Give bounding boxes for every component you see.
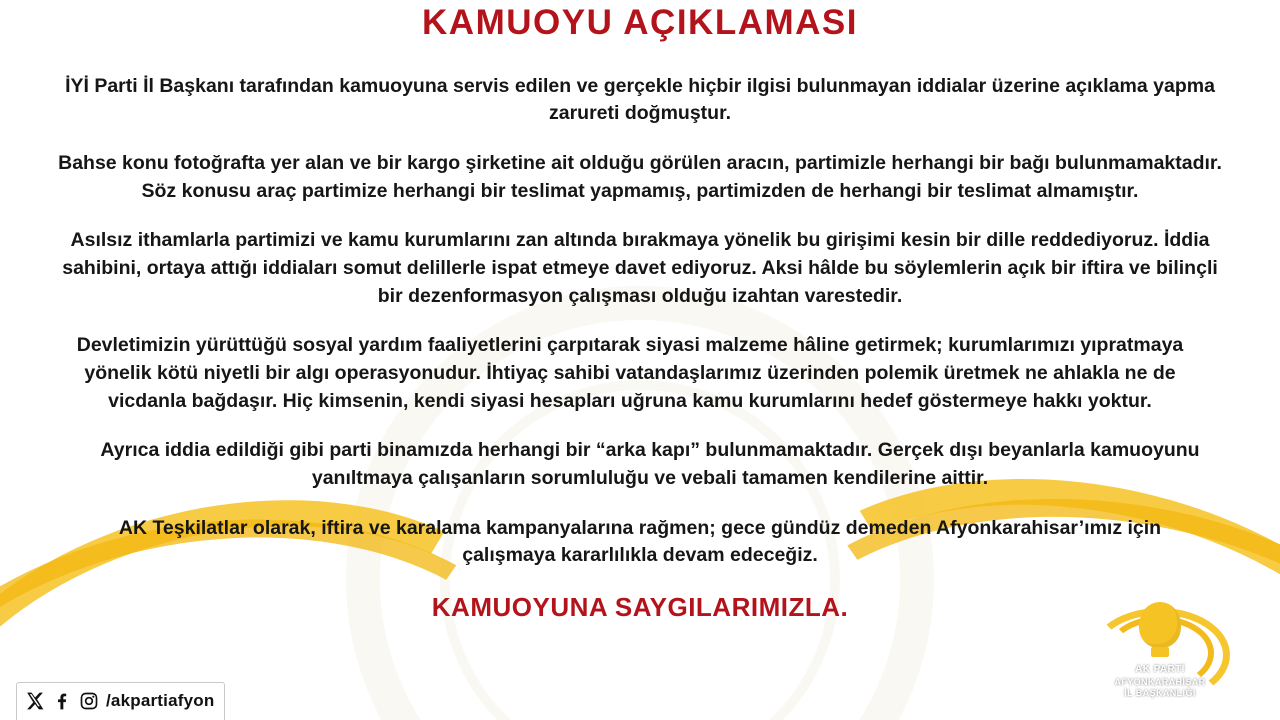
paragraph-2: Bahse konu fotoğrafta yer alan ve bir kargo şirketine ait olduğu görülen aracın, partimizle herhangi bir bağı bulunmamaktadır. Söz konusu araç partimize herhangi bir teslimat yapmamış, partimizden de herhangi bir teslimat almamıştır. xyxy=(58,151,1222,202)
logo-line-3: İL BAŞKANLIĞI xyxy=(1124,687,1196,698)
paragraph-1: İYİ Parti İl Başkanı tarafından kamuoyuna servis edilen ve gerçekle hiçbir ilgisi bulunmayan iddialar üzerine açıklama yapma zarureti doğmuştur. xyxy=(65,74,1215,125)
logo-bulb-graphic xyxy=(1080,602,1240,666)
statement-body xyxy=(50,73,1230,571)
page-title: KAMUOYU AÇIKLAMASI xyxy=(422,3,858,42)
instagram-icon[interactable] xyxy=(79,691,99,711)
ak-parti-logo xyxy=(1080,602,1240,712)
x-twitter-icon[interactable] xyxy=(25,691,45,711)
social-handle-bar[interactable] xyxy=(16,682,225,720)
logo-line-1: AK PARTİ xyxy=(1135,664,1185,675)
document-content xyxy=(30,4,1250,623)
closing-statement: KAMUOYUNA SAYGILARIMIZLA. xyxy=(431,592,849,623)
paragraph-4: Devletimizin yürüttüğü sosyal yardım faaliyetlerini çarpıtarak siyasi malzeme hâline getirmek; kurumlarımızı yıpratmaya yönelik kötü niyetli bir algı operasyonudur. İhtiyaç sahibi vatandaşlarımız üzerinden polemik üretmek ne ahlakla ne de vicdanla bağdaşır. Hiç kimsenin, kendi siyasi hesapları uğruna kamu kurumlarını hedef göstermeye hakkı yoktur. xyxy=(76,334,1184,412)
social-handle-text: /akpartiafyon xyxy=(106,691,215,710)
logo-line-2: AFYONKARAHİSAR xyxy=(1114,676,1206,687)
facebook-icon[interactable] xyxy=(52,691,72,711)
paragraph-3: Asılsız ithamlarla partimizi ve kamu kurumlarını zan altında bırakmaya yönelik bu girişimi kesin bir dille reddediyoruz. İddia sahibini, ortaya attığı iddiaları somut delillerle ispat etmeye davet ediyoruz. Aksi hâlde bu söylemlerin açık bir iftira ve bilinçli bir dezenformasyon çalışması olduğu izahtan varestedir. xyxy=(62,229,1218,307)
logo-caption xyxy=(1080,664,1240,699)
paragraph-5: Ayrıca iddia edildiği gibi parti binamızda herhangi bir “arka kapı” bulunmamaktadır. Gerçek dışı beyanlarla kamuoyunu yanıltmaya çalışanların sorumluluğu ve vebali tamamen kendilerine aittir. xyxy=(100,439,1200,490)
lightbulb-icon xyxy=(1139,602,1181,648)
paragraph-6: AK Teşkilatlar olarak, iftira ve karalama kampanyalarına rağmen; gece gündüz demeden Afyonkarahisar’ımız için çalışmaya kararlılıkla devam edeceğiz. xyxy=(118,516,1162,567)
